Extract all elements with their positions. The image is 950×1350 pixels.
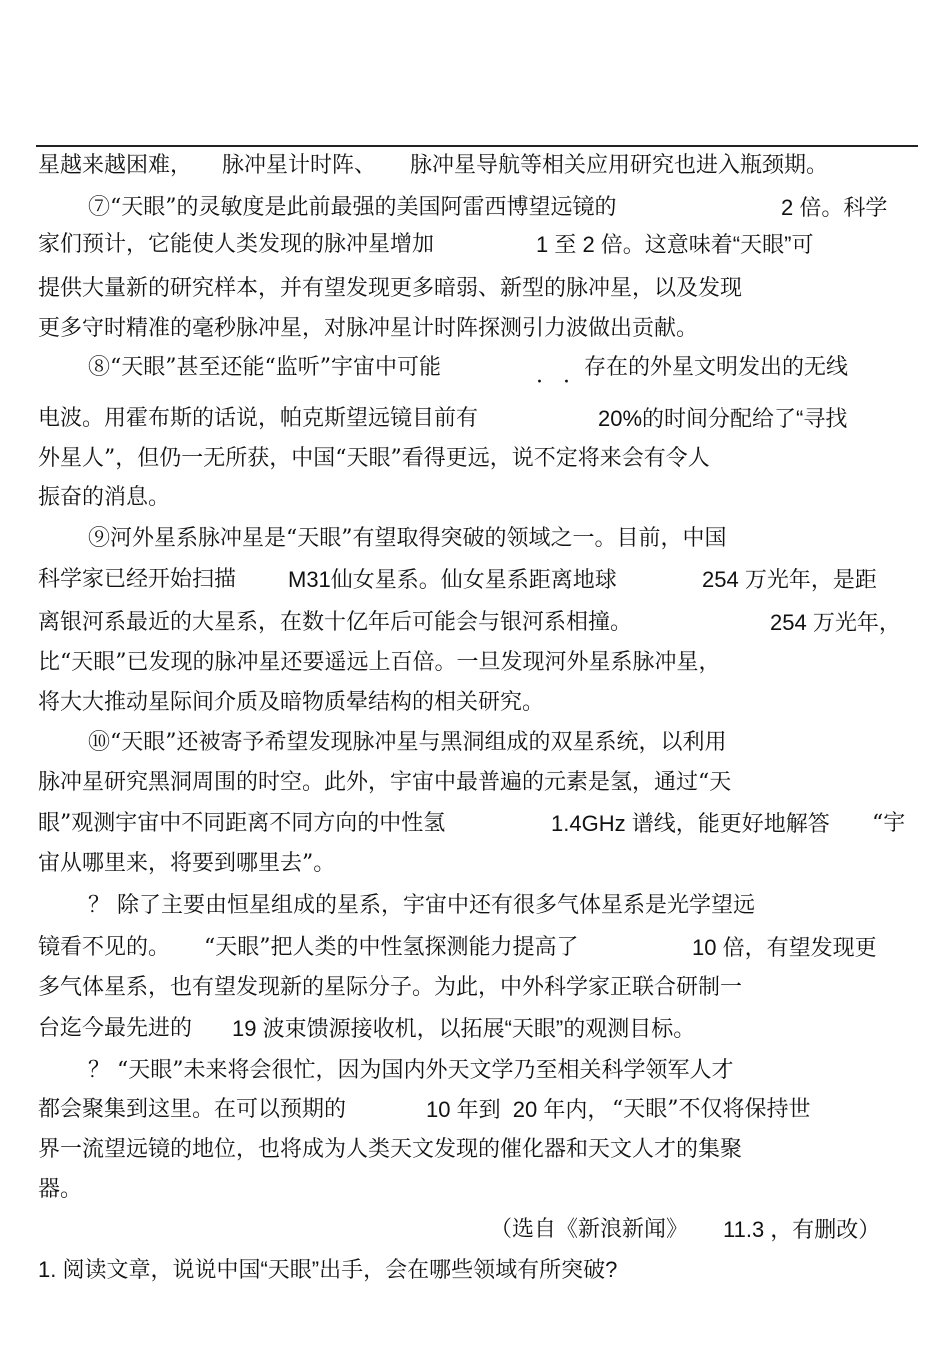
text-segment: 都会聚集到这里。在可以预期的 <box>38 1097 347 1122</box>
emphasis-dots: ·· <box>536 370 590 395</box>
text-line <box>0 725 950 761</box>
text-line <box>0 350 950 395</box>
text-segment: 多气体星系，也有望发现新的星际分子。为此，中外科学家正联合研制一 <box>38 975 743 1000</box>
text-segment: ⑨河外星系脉冲星是“天眼”有望取得突破的领域之一。目前，中国 <box>88 526 727 551</box>
text-segment: 星越来越困难， <box>38 153 193 178</box>
text-line <box>0 480 950 516</box>
text-segment: 振奋的消息。 <box>38 485 171 510</box>
text-line <box>0 1252 950 1288</box>
text-line <box>0 1011 950 1047</box>
text-segment: 比“天眼”已发现的脉冲星还要遥远上百倍。一旦发现河外星系脉冲星， <box>38 650 721 675</box>
text-line <box>0 930 950 966</box>
text-segment: M31仙女星系。仙女星系距离地球 <box>288 567 617 592</box>
text-segment: 界一流望远镜的地位，也将成为人类天文发现的催化器和天文人才的集聚 <box>38 1137 743 1162</box>
text-segment: 11.3 ，有删改） <box>723 1217 881 1242</box>
text-segment: 眼”观测宇宙中不同距离不同方向的中性氢 <box>38 811 446 836</box>
text-segment: 家们预计，它能使人类发现的脉冲星增加 <box>38 232 435 257</box>
text-line <box>0 190 950 226</box>
text-segment: 1. 阅读文章，说说中国“天眼”出手，会在哪些领域有所突破? <box>38 1257 618 1282</box>
text-segment: 254 万光年， <box>770 610 901 635</box>
text-line <box>0 765 950 801</box>
text-segment: 存在的外星文明发出的无线 <box>584 355 849 380</box>
text-segment: 提供大量新的研究样本，并有望发现更多暗弱、新型的脉冲星，以及发现 <box>38 276 743 301</box>
text-segment: “宇 <box>872 811 906 836</box>
text-segment: 离银河系最近的大星系，在数十亿年后可能会与银河系相撞。 <box>38 610 633 635</box>
text-line <box>0 271 950 307</box>
text-segment: 254 万光年，是距 <box>702 567 877 592</box>
text-segment: （选自《新浪新闻》 <box>490 1217 689 1242</box>
text-segment: 脉冲星导航等相关应用研究也进入瓶颈期。 <box>410 153 829 178</box>
text-segment: 10 年到 20 年内， <box>426 1097 610 1122</box>
text-segment: 镜看不见的。 <box>38 935 171 960</box>
text-segment: 器。 <box>38 1177 83 1202</box>
text-line <box>0 846 950 882</box>
text-line <box>0 311 950 347</box>
text-line <box>0 888 950 924</box>
text-segment: “天眼”把人类的中性氢探测能力提高了 <box>204 935 579 960</box>
text-segment: 将大大推动星际间介质及暗物质晕结构的相关研究。 <box>38 690 545 715</box>
text-segment: 台迄今最先进的 <box>38 1016 193 1041</box>
text-segment: ⑦“天眼”的灵敏度是此前最强的美国阿雷西博望远镜的 <box>88 195 617 220</box>
text-segment: 脉冲星计时阵、 <box>222 153 377 178</box>
text-line <box>0 148 950 184</box>
text-line <box>0 645 950 681</box>
text-line <box>0 1172 950 1208</box>
text-line <box>0 1092 950 1128</box>
text-segment: 1 至 2 倍。这意味着“天眼”可 <box>536 232 814 257</box>
text-segment: “天眼”不仅将保持世 <box>612 1097 811 1122</box>
text-line <box>0 227 950 263</box>
text-line <box>0 685 950 721</box>
text-segment: 10 倍，有望发现更 <box>692 935 877 960</box>
text-segment: 更多守时精准的毫秒脉冲星，对脉冲星计时阵探测引力波做出贡献。 <box>38 316 699 341</box>
text-segment: 科学家已经开始扫描 <box>38 567 237 592</box>
text-segment: ⑧“天眼”甚至还能“监听”宇宙中可能 <box>88 355 441 380</box>
text-segment: 1.4GHz 谱线，能更好地解答 <box>551 811 830 836</box>
text-line <box>0 441 950 477</box>
text-segment: 宙从哪里来，将要到哪里去”。 <box>38 851 336 876</box>
text-line <box>0 1212 950 1248</box>
top-rule <box>36 145 918 147</box>
text-line <box>0 1053 950 1089</box>
text-line <box>0 605 950 641</box>
text-line <box>0 1132 950 1168</box>
text-segment: 2 倍。科学 <box>781 195 888 220</box>
text-line <box>0 521 950 557</box>
text-segment: 20%的时间分配给了“寻找 <box>598 406 848 431</box>
text-segment: ？ 除了主要由恒星组成的星系，宇宙中还有很多气体星系是光学望远 <box>88 893 755 918</box>
text-segment: ？ “天眼”未来将会很忙，因为国内外天文学乃至相关科学领军人才 <box>88 1058 734 1083</box>
text-segment: 脉冲星研究黑洞周围的时空。此外，宇宙中最普遍的元素是氢，通过“天 <box>38 770 732 795</box>
text-line <box>0 401 950 437</box>
text-segment: 19 波束馈源接收机，以拓展“天眼”的观测目标。 <box>232 1016 696 1041</box>
text-segment: ⑩“天眼”还被寄予希望发现脉冲星与黑洞组成的双星系统，以利用 <box>88 730 727 755</box>
text-line <box>0 562 950 598</box>
text-segment: 外星人”，但仍一无所获，中国“天眼”看得更远，说不定将来会有令人 <box>38 446 710 471</box>
text-segment: 电波。用霍布斯的话说，帕克斯望远镜目前有 <box>38 406 479 431</box>
text-line <box>0 970 950 1006</box>
text-line <box>0 806 950 842</box>
